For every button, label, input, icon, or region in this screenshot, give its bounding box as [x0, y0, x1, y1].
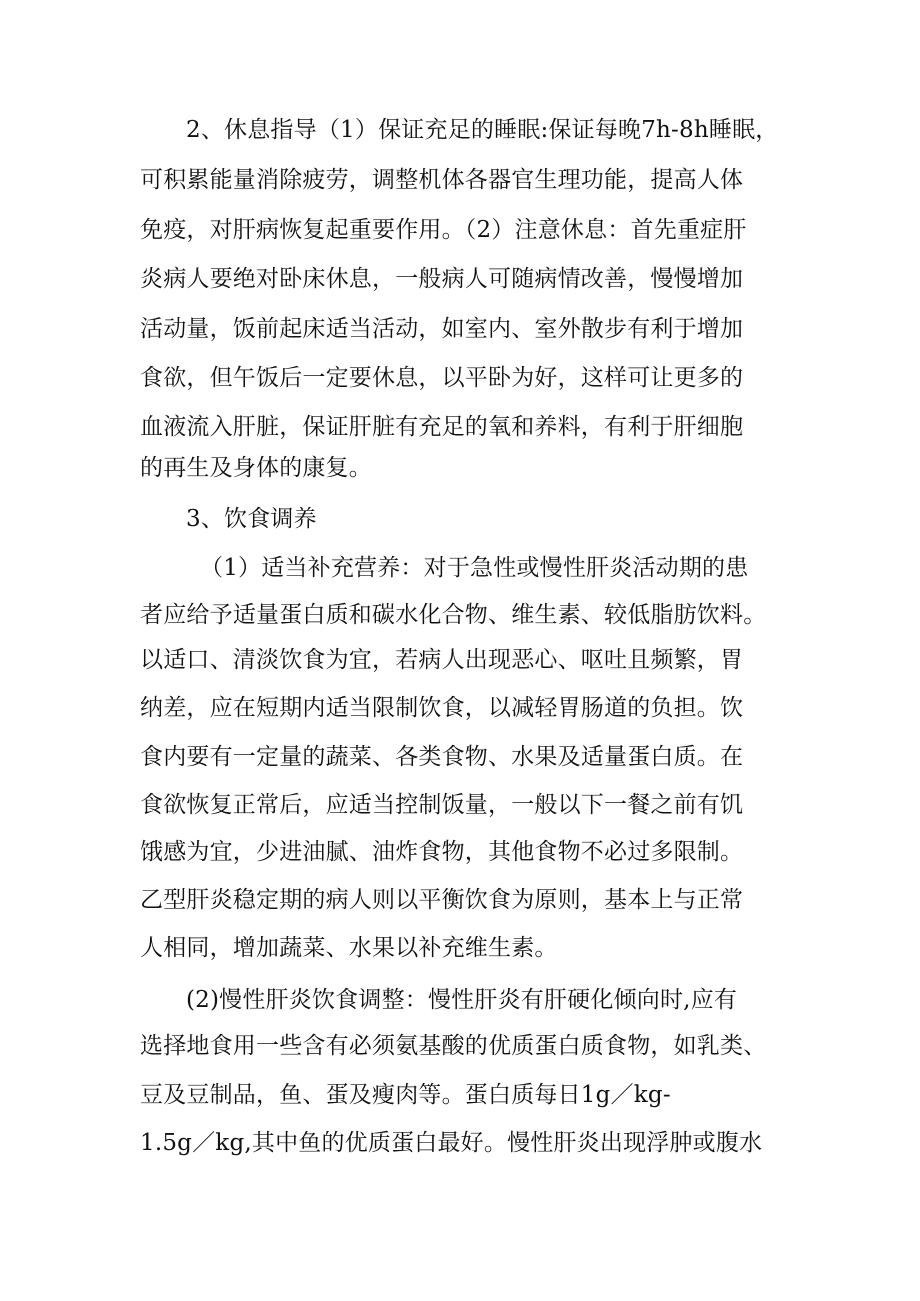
section-heading: 3、饮食调养	[186, 506, 317, 532]
paragraph-line: 以适口、清淡饮食为宜，若病人出现恶心、呕吐且频繁，胃	[140, 647, 744, 673]
paragraph-line: 食欲，但午饭后一定要休息，以平卧为好，这样可让更多的	[140, 365, 744, 391]
paragraph-line: 饿感为宜，少进油腻、油炸食物，其他食物不必过多限制。	[140, 839, 744, 865]
paragraph-line: 选择地食用一些含有必须氨基酸的优质蛋白质食物，如乳类、	[140, 1033, 767, 1059]
paragraph-line: 食内要有一定量的蔬菜、各类食物、水果及适量蛋白质。在	[140, 744, 744, 770]
paragraph-line: 血液流入肝脏，保证肝脏有充足的氧和养料，有利于肝细胞	[140, 414, 744, 440]
paragraph-line: 食欲恢复正常后，应适当控制饭量，一般以下一餐之前有饥	[140, 792, 744, 818]
paragraph-line: 免疫，对肝病恢复起重要作用。（2）注意休息：首先重症肝	[140, 217, 747, 243]
paragraph-line: 纳差，应在短期内适当限制饮食，以减轻胃肠道的负担。饮	[140, 695, 744, 721]
paragraph-line: 炎病人要绝对卧床休息，一般病人可随病情改善，慢慢增加	[140, 266, 744, 292]
paragraph-line: (2)慢性肝炎饮食调整：慢性肝炎有肝硬化倾向时,应有	[186, 987, 738, 1013]
paragraph-line: 者应给予适量蛋白质和碳水化合物、维生素、较低脂肪饮料。	[140, 602, 767, 628]
paragraph-line: 豆及豆制品，鱼、蛋及瘦肉等。蛋白质每日1g／kg-	[140, 1082, 671, 1108]
paragraph-line: 可积累能量消除疲劳，调整机体各器官生理功能，提高人体	[140, 167, 744, 193]
paragraph-line: 2、休息指导（1）保证充足的睡眠:保证每晚7h-8h睡眠，	[186, 117, 779, 143]
paragraph-line: （1）适当补充营养：对于急性或慢性肝炎活动期的患	[200, 555, 749, 581]
paragraph-line: 乙型肝炎稳定期的病人则以平衡饮食为原则，基本上与正常	[140, 887, 744, 913]
paragraph-line: 活动量，饭前起床适当活动，如室内、室外散步有利于增加	[140, 316, 744, 342]
paragraph-line: 的再生及身体的康复。	[140, 455, 372, 481]
paragraph-line: 人相同，增加蔬菜、水果以补充维生素。	[140, 935, 558, 961]
paragraph-line: 1.5g／kg,其中鱼的优质蛋白最好。慢性肝炎出现浮肿或腹水	[140, 1130, 763, 1156]
